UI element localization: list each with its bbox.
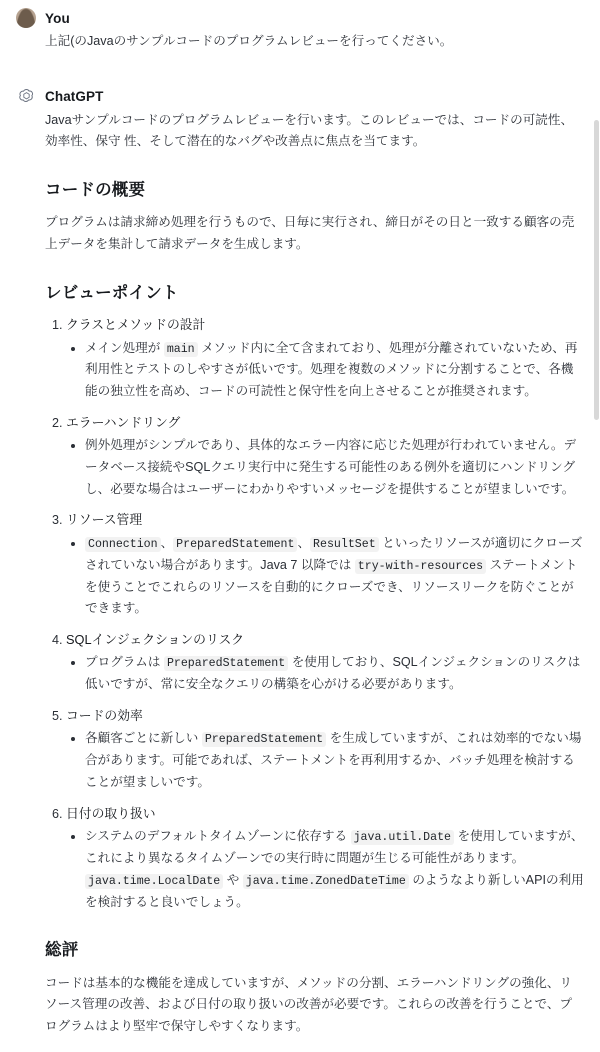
review-point-bullets (66, 338, 584, 403)
review-point-item (66, 804, 584, 914)
review-point-bullet (85, 533, 584, 620)
user-message-body (16, 31, 584, 53)
review-point-bullet (85, 826, 584, 913)
section-heading-summary: 総評 (45, 941, 79, 960)
review-point-item (66, 413, 584, 500)
bullet-text: Connection 、 PreparedStatement 、 ResultSet といったリソースが適切にクローズされていない場合があります。Java 7 以降では try-with-resources ステートメントを使うことでこれらのリソースを自動的にクローズでき、リソースリークを防ぐことができます。 (85, 535, 583, 616)
section-body-overview: プログラムは請求締め処理を行うもので、日毎に実行され、締日がその日と一致する顧客の売上データを集計して請求データを生成します。 (45, 215, 575, 251)
review-point-item (66, 706, 584, 794)
assistant-message-body (16, 110, 584, 1038)
review-point-title: コードの効率 (66, 707, 143, 723)
section-heading-overview: コードの概要 (45, 180, 146, 199)
review-point-bullet (85, 338, 584, 403)
bullet-text: システムのデフォルトタイムゾーンに依存する java.util.Date を使用していますが、これにより異なるタイムゾーンでの実行時に問題が生じる可能性があります。java.time.LocalDate や java.time.ZonedDateTime のようなより新しいAPIの利用を検討すると良いでしょう。 (85, 829, 584, 909)
review-point-title: エラーハンドリング (66, 414, 181, 430)
user-avatar-icon (16, 8, 36, 28)
review-point-bullets (66, 652, 584, 696)
review-point-bullet (85, 728, 584, 793)
review-point-item (66, 510, 584, 620)
review-point-title: 日付の取り扱い (66, 805, 156, 821)
bullet-text: プログラムは PreparedStatement を使用しており、SQLインジェクションのリスクは低いですが、常に安全なクエリの構築を心がける必要があります。 (85, 655, 581, 692)
review-point-item (66, 315, 584, 403)
user-message-header (16, 8, 584, 28)
assistant-intro-text: Javaサンプルコードのプログラムレビューを行います。このレビューでは、コードの可読性、効率性、保守 性、そして潜在的なバグや改善点に焦点を当てます。 (45, 112, 574, 149)
assistant-message (16, 87, 584, 1038)
assistant-message-header (16, 87, 584, 107)
user-author-name: You (45, 10, 70, 26)
chatgpt-logo-icon (16, 87, 36, 107)
review-point-bullet (85, 435, 584, 500)
review-point-bullets (66, 533, 584, 620)
section-body-summary: コードは基本的な機能を達成していますが、メソッドの分割、エラーハンドリングの強化、リソース管理の改善、および日付の取り扱いの改善が必要です。これらの改善を行うことで、プログラムはより堅牢で保守しやすくなります。 (45, 975, 573, 1033)
bullet-text: メイン処理が main メソッド内に全て含まれており、処理が分離されていないため、再利用性とテストのしやすさが低いです。処理を複数のメソッドに分割することで、各機能の独立性を高め、コードの可読性と保守性を向上させることが推奨されます。 (85, 340, 578, 399)
bullet-text: 各顧客ごとに新しい PreparedStatement を生成していますが、これは効率的でない場合があります。可能であれば、ステートメントを再利用するか、バッチ処理を検討することが望ましいです。 (85, 731, 582, 789)
scrollbar-thumb[interactable] (594, 120, 599, 420)
review-point-bullets (66, 728, 584, 793)
user-message (16, 8, 584, 53)
section-heading-review-points: レビューポイント (45, 283, 179, 302)
review-point-bullets (66, 435, 584, 500)
page-scrollbar[interactable] (593, 0, 600, 824)
review-point-title: リソース管理 (66, 512, 143, 528)
user-message-text: 上記(のJavaのサンプルコードのプログラムレビューを行ってください。 (45, 34, 453, 48)
assistant-author-name: ChatGPT (45, 89, 104, 105)
bullet-text: 例外処理がシンプルであり、具体的なエラー内容に応じた処理が行われていません。データベース接続やSQLクエリ実行中に発生する可能性のある例外を適切にハンドリングし、必要な場合はユーザーにわかりやすいメッセージを提供することが望ましいです。 (85, 438, 577, 496)
review-point-item (66, 630, 584, 696)
review-point-title: SQLインジェクションのリスク (66, 631, 245, 647)
review-point-title: クラスとメソッドの設計 (66, 317, 206, 333)
review-point-bullets (66, 826, 584, 913)
review-point-bullet (85, 652, 584, 696)
